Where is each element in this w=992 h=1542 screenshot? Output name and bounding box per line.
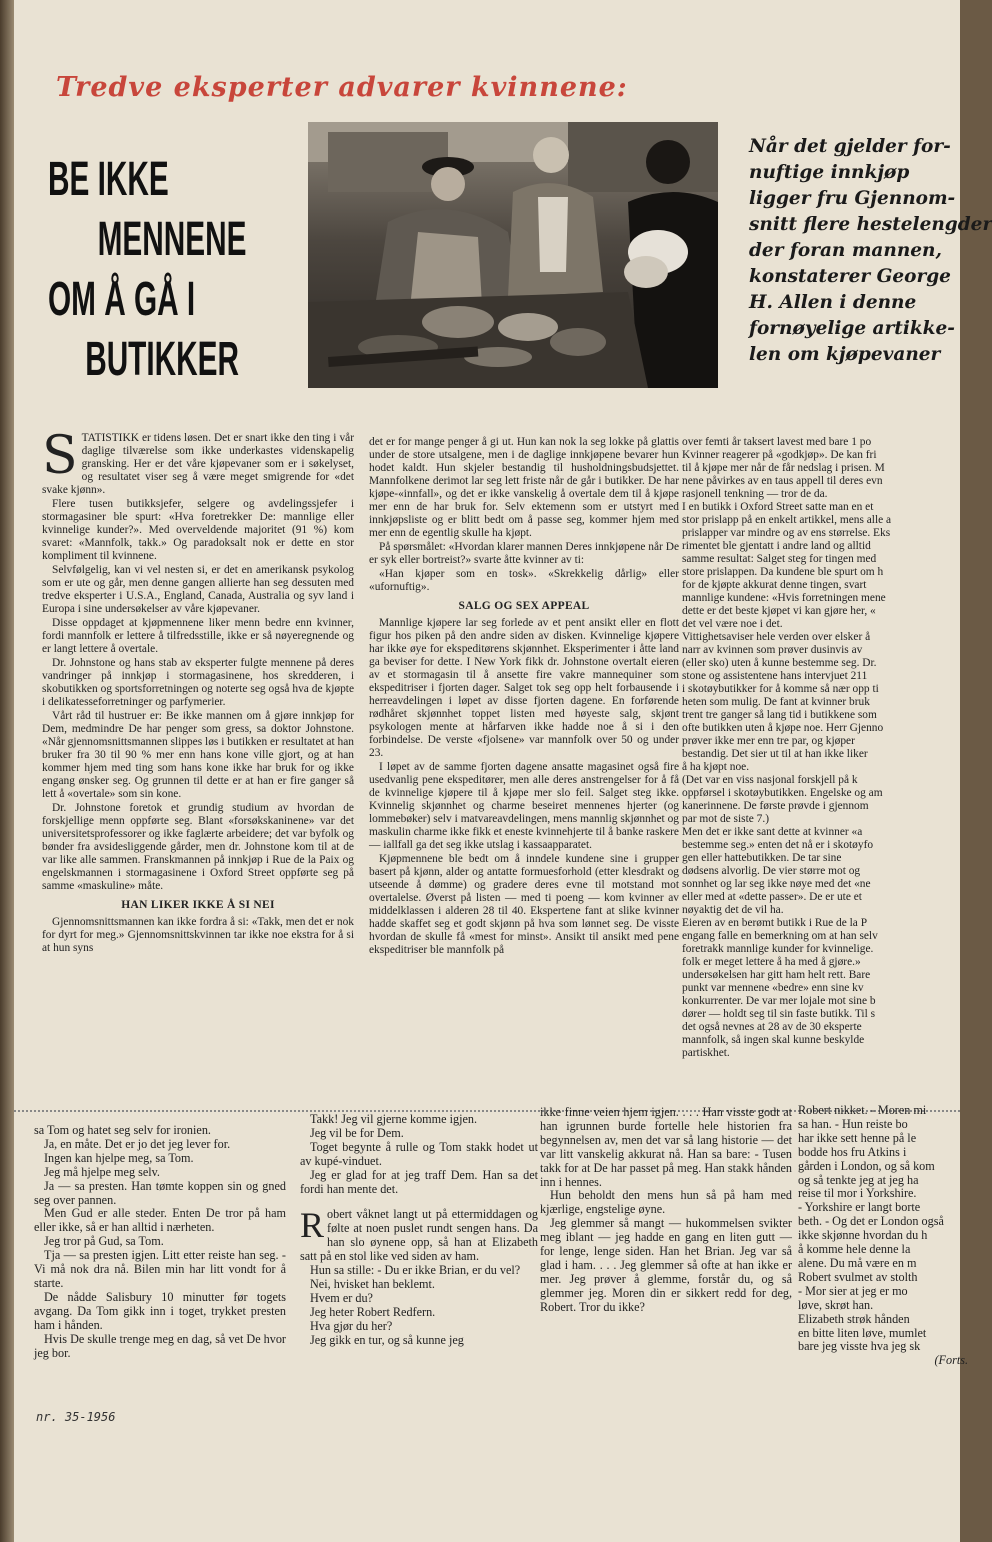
- text-line: beth. - Og det er London også: [798, 1214, 944, 1229]
- deck-line: len om kjøpevaner: [749, 344, 941, 365]
- text-line: oppførsel i skotøybutikken. Engelske og am: [682, 787, 883, 799]
- text-line: foretrakk mannlige kunder for kvinnelige.: [682, 943, 874, 955]
- text-line: bodde hos fru Atkins i: [798, 1144, 907, 1159]
- paragraph: ikke finne veien hjem igjen. . . . Han visste godt at han igrunnen burde fortelle hele historien fra begynnelsen av, men det var så lang historie — det var litt vanskelig akkurat nå. Han sa bare: - Tusen takk for at De har passet på meg. Han stakk hånden inn i hennes.: [540, 1105, 792, 1189]
- headline-line: MENNENE: [97, 213, 247, 266]
- kicker: Tredve eksperter advarer kvinnene:: [56, 72, 628, 103]
- text-line: Robert svulmet av stolth: [798, 1269, 918, 1284]
- text-line: stone og assistentene hans intervjuet 211: [682, 670, 868, 682]
- text-line: engang falle en bemerkning om at han selv: [682, 930, 878, 942]
- text-line: sonnhet og lar seg ikke nøye med det «ne: [682, 878, 871, 890]
- text-line: det vel være noe i det.: [682, 618, 783, 630]
- paragraph: På spørsmålet: «Hvordan klarer mannen Deres innkjøpene når De er syk eller bortreist?» svarte åtte kvinner av ti:: [369, 541, 679, 566]
- paragraph: Dr. Johnstone og hans stab av eksperter fulgte mennene på deres vandringer på innkjøp i stormagasinene, hos skredderen, i skobutikken og sportsforretningen og noterte seg også hva de kjøpte i delikatesseforretninger og parfymerier.: [42, 657, 354, 708]
- text-line: rimentet ble gjentatt i andre land og alltid: [682, 540, 871, 552]
- story-column-2: [300, 1113, 538, 1348]
- text-line: Vittighetsaviser hele verden over elsker å: [682, 631, 871, 643]
- paragraph: Toget begynte å rulle og Tom stakk hodet ut av kupé-vinduet.: [300, 1139, 538, 1168]
- text-line: nene påvirkes av en taus appell til deres evn: [682, 475, 883, 487]
- text-line: Robert nikket. - Moren mi: [798, 1103, 927, 1117]
- paragraph: Tja — sa presten igjen. Litt etter reiste han seg. - Vi må nok dra nå. Bilen min har litt vondt for å starte.: [34, 1248, 286, 1290]
- paragraph: Kjøpmennene ble bedt om å inndele kundene sine i grupper basert på kjønn, alder og antatte formuesforhold (etter klesdrakt og utseende å dømme) og gradere deres evne til motstand mot overtalelse. Øverst på listen — med ti poeng — kom kvinner av middelklassen i alderen 28 til 40. Ekspertene fant at slike kvinner hadde skaffet seg et godt skjønn på hva som lønnet seg. De visste hvordan de skulle få «mest for minst». Ansikt til ansikt med pene ekspeditriser ble mannfolk på: [369, 853, 679, 956]
- text-line: par mot de siste 7.): [682, 813, 769, 825]
- paragraph: Jeg heter Robert Redfern.: [310, 1304, 436, 1319]
- paragraph: Gjennomsnittsmannen kan ikke fordra å si: «Takk, men det er nok for dyrt for meg.» Gjennomsnittskvinnen tar ikke noe ekstra for å si at hun syns: [42, 916, 354, 954]
- text-line: nøyaktig det de vil ha.: [682, 904, 784, 916]
- article-column-2: [369, 436, 679, 958]
- paragraph: Jeg tror på Gud, sa Tom.: [44, 1234, 164, 1249]
- text-line: dører — holdt seg til sin faste butikk. Til s: [682, 1008, 876, 1020]
- paragraph: Hvem er du?: [310, 1290, 373, 1305]
- text-line: mannfolk, så ingen skal kunne beskylde: [682, 1034, 865, 1046]
- paragraph: Hvis De skulle trenge meg en dag, så vet De hvor jeg bor.: [34, 1331, 286, 1360]
- headline-line: BUTIKKER: [85, 333, 239, 386]
- text-line: mannlige kundene: «Hvis forretningen mene: [682, 592, 886, 604]
- paragraph: Ingen kan hjelpe meg, sa Tom.: [44, 1150, 194, 1165]
- text-line: heten som mulig. De fant at kvinner bruk: [682, 696, 870, 708]
- text-line: dødsens alvorlig. De vier større mot og: [682, 865, 861, 877]
- text-line: narr av kvinnen som prøver dusinvis av: [682, 644, 863, 656]
- paragraph: Ja, en måte. Det er jo det jeg lever for.: [44, 1136, 231, 1151]
- text-line: Kvinner reagerer på «godkjøp». De kan fri: [682, 449, 877, 461]
- deck-line: konstaterer George: [749, 266, 951, 287]
- paragraph: Vårt råd til hustruer er: Be ikke mannen om å gjøre innkjøp for Dem, medmindre De har penger som gress, sa doktor Johnstone. «Når gjennomsnittsmannen slippes løs i butikken er resultatet at han bruker fra 30 til 90 % mer enn hans kone ville gjort, og at han kommer hjem med ting som hans kone ikke har bruk for og ikke engang ønsker seg. Og grunnen til dette er at han er fire ganger så lett å «overtale» som sin kone.: [42, 710, 354, 800]
- paragraph: Takk! Jeg vil gjerne komme igjen.: [310, 1112, 478, 1126]
- text-line: gården i London, og så kom: [798, 1158, 935, 1173]
- article-column-3: [682, 436, 972, 1060]
- text-line: og så tenkte jeg at jeg ha: [798, 1172, 919, 1187]
- headline: [48, 150, 247, 390]
- text-line: over femti år taksert lavest med bare 1 po: [682, 436, 872, 448]
- text-line: I en butikk i Oxford Street satte man en et: [682, 501, 874, 513]
- deck-line: ligger fru Gjennom-: [749, 188, 956, 209]
- text-line: eller med at «dette passer». De er ute et: [682, 891, 862, 903]
- article-column-1: [42, 426, 354, 956]
- text-line: har ikke sett henne på le: [798, 1130, 917, 1145]
- text-line: for de kjøpte akkurat denne tingen, svart: [682, 579, 867, 591]
- paragraph: I løpet av de samme fjorten dagene ansatte magasinet også fire usedvanlig pene ekspeditører, men alle deres anstrengelser for å få de kvinnelige kjøpere til å kjøpe mer slo feil. Salget steg ikke. Kvinnelig skjønnhet og charme beseiret mennenes hjerter (og lommebøker) selv i matvareavdelingen, mens mannlig skjønnhet og maskulin charme ikke fikk et eneste kvinnehjerte til å banke raskere — iallfall ga det seg ikke utslag i kassaapparatet.: [369, 761, 679, 851]
- paragraph: Jeg vil be for Dem.: [310, 1125, 404, 1140]
- paragraph: Hun sa stille: - Du er ikke Brian, er du vel?: [310, 1263, 521, 1278]
- magazine-page: [14, 0, 992, 1542]
- text-line: konkurrenter. De var mer lojale mot sine b: [682, 995, 876, 1007]
- text-line: å komme hele denne la: [798, 1242, 911, 1257]
- paragraph: det er for mange penger å gi ut. Hun kan nok la seg lokke på glattis under de store utsalgene, men i de daglige innkjøpene bevarer hun hodet kaldt. Hun skjeler bestandig til husholdningsbudsjettet. Mannfolkene derimot lar seg lett friste når de går i butikker. De har kjøpe-«innfall», og det er ikke vanskelig å overtale dem til å kjøpe mer enn de har bruk for. Selv ektemenn som er utstyrt med innkjøpsliste og er blitt bedt om å passe seg, kommer hjem med mer enn de egentlig skulle ha kjøpt.: [369, 436, 679, 539]
- text-line: rasjonell tenkning — tror de da.: [682, 488, 828, 500]
- paragraph: Nei, hvisket han beklemt.: [310, 1276, 435, 1291]
- market-photo: [308, 122, 718, 388]
- paragraph: Ja — sa presten. Han tømte koppen sin og gned seg over pannen.: [34, 1178, 286, 1207]
- paragraph: obert våknet langt ut på ettermiddagen og følte at noen puslet rundt sengen hans. Da han slo øynene opp, så han at Elizabeth satt på en stol like ved siden av ham.: [300, 1207, 538, 1264]
- text-line: (eller sko) uten å kunne bestemme seg. Dr.: [682, 657, 877, 669]
- story-column-1: [34, 1124, 286, 1360]
- text-line: trent tre ganger så lang tid i butikkene som: [682, 709, 877, 721]
- deck-line: Når det gjelder for-: [749, 136, 951, 157]
- drop-cap: R: [300, 1205, 325, 1246]
- text-line: det også nevnes at 28 av de 30 eksperte: [682, 1021, 862, 1033]
- subheading: SALG OG SEX APPEAL: [458, 600, 590, 612]
- paragraph: Hva gjør du her?: [310, 1318, 393, 1333]
- text-line: Men det er ikke sant dette at kvinner «a: [682, 826, 863, 838]
- deck-line: fornøyelige artikke-: [749, 318, 955, 339]
- issue-number: nr. 35-1956: [36, 1410, 116, 1424]
- text-line: alene. Du må være en m: [798, 1255, 917, 1270]
- deck: [749, 134, 992, 368]
- paragraph: Jeg glemmer så mangt — hukommelsen svikter meg iblant — jeg hadde en gang en liten gutt — for lenge, lenge siden. Han het Brian. Jeg var så glad i ham. . . . Jeg glemmer så ofte at han ikke er mer. Jeg prøver å glemme, forstår du, og så glemmer jeg. Moren din er sikkert redd for deg, Robert. Tror du ikke?: [540, 1216, 792, 1314]
- paragraph: «Han kjøper som en tosk». «Skrekkelig dårlig» eller «ufornuftig».: [369, 568, 679, 593]
- text-line: samme resultat: Salget steg for tingen med: [682, 553, 877, 565]
- drop-cap: S: [42, 426, 78, 486]
- text-line: til å kjøpe mer når de får nedslag i prisen. M: [682, 462, 885, 474]
- deck-line: nuftige innkjøp: [749, 162, 910, 183]
- text-line: prøver ikke mer enn tre par, og kjøper: [682, 735, 855, 747]
- paragraph: TATISTIKK er tidens løsen. Det er snart ikke den ting i vår daglige tilværelse som ikke underkastes videnskapelig gransking. Her er det våre kjøpevaner som er i søkelyset, og resultatet viser seg å være meget smigrende for «det svake kjønn».: [42, 432, 354, 496]
- text-line: gen eller hattebutikken. De tar sine: [682, 852, 842, 864]
- subheading: HAN LIKER IKKE Å SI NEI: [121, 899, 275, 911]
- text-line: i skotøybutikker for å komme så nær opp ti: [682, 683, 879, 695]
- headline-line: BE IKKE: [48, 153, 169, 206]
- text-line: store prislappen. Da kundene ble spurt om h: [682, 566, 884, 578]
- paragraph: Mannlige kjøpere lar seg forlede av et pent ansikt eller en flott figur hos piken på den andre siden av disken. Kvinnelige kjøpere har ikke øye for ekspeditørens skjønnhet. Eksperimenter i åtte land ga beviser for dette. I New York fikk dr. Johnstone overtalt eieren av et stormagasin til å ansette fire vakre mannequiner som ekspeditriser i fjorten dager. Salget tok seg opp helt forbausende i herreavdelingen i løpet av disse fjorten dagene. En forførende rødhåret skjønnhet toppet listen med høyeste salg, skjønt psykologen mente at hårfarven ikke hadde noe å si i den forbindelse. De verste «fjolsene» var mannfolk over 50 og under 23.: [369, 617, 679, 759]
- text-line: reise til mor i Yorkshire.: [798, 1186, 917, 1201]
- paragraph: De nådde Salisbury 10 minutter før togets avgang. Da Tom gikk inn i toget, trykket presten ham i hånden.: [34, 1289, 286, 1332]
- text-line: Elizabeth strøk hånden: [798, 1311, 910, 1326]
- text-line: ikke skjønne hvordan du h: [798, 1228, 928, 1243]
- deck-line: snitt flere hestelengder: [749, 214, 992, 235]
- text-line: å ha kjøpt noe.: [682, 761, 750, 773]
- paragraph: sa Tom og hatet seg selv for ironien.: [34, 1123, 211, 1137]
- text-line: dette er det beste kjøpet vi kan gjøre her, «: [682, 605, 876, 617]
- text-line: (Forts.: [934, 1353, 968, 1368]
- magazine-spine: [0, 0, 14, 1542]
- text-line: bestandig. Det sier ut til at han ikke liker: [682, 748, 868, 760]
- text-line: stor prislapp på en enkelt artikkel, mens alle a: [682, 514, 892, 526]
- text-line: partiskhet.: [682, 1047, 730, 1059]
- text-line: ofte butikken uten å kjøpe noe. Herr Gjenno: [682, 722, 884, 734]
- paragraph: Jeg må hjelpe meg selv.: [44, 1164, 160, 1179]
- paragraph: Men Gud er alle steder. Enten De tror på ham eller ikke, så er han alltid i nærheten.: [34, 1206, 286, 1235]
- deck-line: der foran mannen,: [749, 240, 942, 261]
- text-line: - Yorkshire er langt borte: [798, 1200, 921, 1215]
- text-line: folk er meget lettere å ha med å gjøre.»: [682, 956, 861, 968]
- text-line: - Mor sier at jeg er mo: [798, 1283, 908, 1298]
- paragraph: Hun beholdt den mens hun så på ham med kjærlige, engstelige øyne.: [540, 1188, 792, 1217]
- text-line: en bitte liten løve, mumlet: [798, 1325, 927, 1340]
- text-line: sa han. - Hun reiste bo: [798, 1116, 908, 1131]
- text-line: prislapper var mindre og av ens størrelse. Eks: [682, 527, 891, 539]
- text-line: punkt var mennene «bedre» enn sine kv: [682, 982, 864, 994]
- text-line: Eieren av en berømt butikk i Rue de la P: [682, 917, 868, 929]
- paragraph: Flere tusen butikksjefer, selgere og avdelingssjefer i stormagasiner ble spurt: «Hva foretrekker De: mannlige eller kvinnelige kunder?». Med overveldende majoritet (91 %) kom svaret: «Mannfolk, takk.» Og paradoksalt nok er dette en stor kompliment til kvinnene.: [42, 498, 354, 562]
- paragraph: Jeg gikk en tur, og så kunne jeg: [310, 1332, 464, 1347]
- text-line: bestemme seg.» enten det nå er i skotøyfo: [682, 839, 874, 851]
- headline-line: OM Å GÅ I: [48, 273, 196, 326]
- story-column-3: [540, 1106, 792, 1315]
- paragraph: Jeg er glad for at jeg traff Dem. Han sa det fordi han mente det.: [300, 1167, 538, 1196]
- text-line: løve, skrøt han.: [798, 1297, 874, 1312]
- deck-line: H. Allen i denne: [749, 292, 917, 313]
- text-line: undersøkelsen har gitt ham helt rett. Bare: [682, 969, 871, 981]
- paragraph: Selvfølgelig, kan vi vel nesten si, er det en amerikansk psykolog som er ute og går, men denne gangen allierte han seg dessuten med tredve eksperter i U.S.A., England, Canada, Australia og syv land i Europa i sine undersøkelser av våre kjøpevaner.: [42, 564, 354, 615]
- text-line: kanerinnene. De første prøvde i gjennom: [682, 800, 869, 812]
- text-line: (Det var en viss nasjonal forskjell på k: [682, 774, 858, 786]
- paragraph: Disse oppdaget at kjøpmennene liker menn bedre enn kvinner, fordi mannfolk er lettere å tilfredsstille, ikke er så nøyeregnende og er langt lettere å overtale.: [42, 617, 354, 655]
- text-line: bare jeg visste hva jeg sk: [798, 1339, 921, 1354]
- paragraph: Dr. Johnstone foretok et grundig studium av hvordan de forskjellige menn oppførte seg. Blant «forsøkskaninene» var det universitetsprofessorer og ikke faglærte arbeidere; det var byfolk og bønder fra avsidesliggende gårder, men dr. Johnstone kom til at de var like alle sammen. Franskmannen på innkjøp i Rue de la Paix og engelskmannen i stormagasinene i Oxford Street oppførte seg på samme «maskuline» måte.: [42, 802, 354, 892]
- story-column-4: [798, 1104, 968, 1368]
